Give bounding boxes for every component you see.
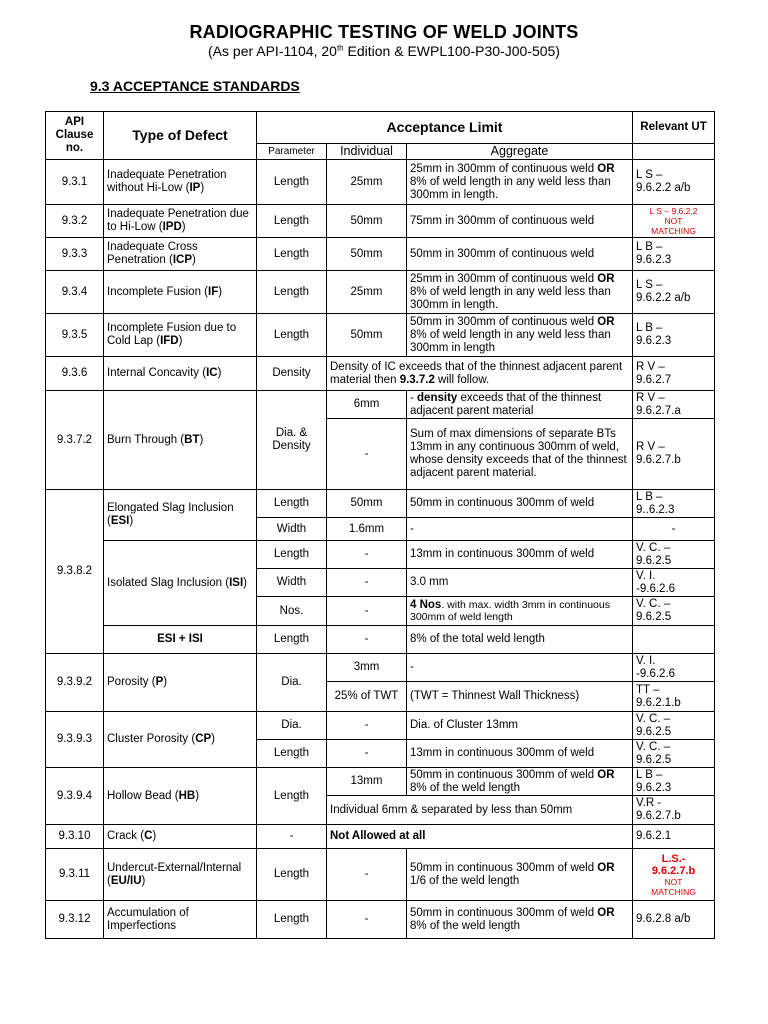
header-individual: Individual xyxy=(327,144,407,160)
parameter-cell: Length xyxy=(257,740,327,768)
aggregate-cell: 50mm in continuous 300mm of weld OR 8% of the weld length xyxy=(407,901,633,939)
parameter-cell: Length xyxy=(257,901,327,939)
ut-cell: L S – 9.6.2.2 a/b xyxy=(633,160,715,205)
ut-cell: L.S.- 9.6.2.7.b NOT MATCHING xyxy=(633,849,715,901)
aggregate-cell: - density exceeds that of the thinnest adjacent parent material xyxy=(407,391,633,419)
aggregate-cell: Sum of max dimensions of separate BTs 13mm in any continuous 300mm of weld, whose density exceeds that of the thinnest adjacent parent material. xyxy=(407,419,633,490)
ut-cell: V. C. – 9.6.2.5 xyxy=(633,541,715,569)
ut-cell: L S – 9.6.2.2 NOT MATCHING xyxy=(633,205,715,238)
ut-cell: TT – 9.6.2.1.b xyxy=(633,682,715,712)
individual-cell: - xyxy=(327,541,407,569)
defect-cell: Inadequate Penetration without Hi-Low (IP) xyxy=(104,160,257,205)
parameter-cell: Length xyxy=(257,238,327,271)
individual-cell: 50mm xyxy=(327,490,407,518)
individual-cell: - xyxy=(327,849,407,901)
parameter-cell: Dia. & Density xyxy=(257,391,327,490)
ut-cell: V. C. – 9.6.2.5 xyxy=(633,597,715,626)
table-row xyxy=(46,768,715,796)
aggregate-cell: - xyxy=(407,518,633,541)
clause-cell: 9.3.12 xyxy=(46,901,104,939)
ut-cell: 9.6.2.1 xyxy=(633,825,715,849)
defect-cell: Cluster Porosity (CP) xyxy=(104,712,257,768)
aggregate-cell: 50mm in 300mm of continuous weld OR 8% of weld length in any weld less than 300mm in length xyxy=(407,314,633,357)
individual-cell: - xyxy=(327,419,407,490)
clause-cell: 9.3.9.3 xyxy=(46,712,104,768)
aggregate-cell: (TWT = Thinnest Wall Thickness) xyxy=(407,682,633,712)
table-row xyxy=(46,238,715,271)
parameter-cell: Length xyxy=(257,849,327,901)
header-parameter: Parameter xyxy=(257,144,327,160)
ut-cell: 9.6.2.8 a/b xyxy=(633,901,715,939)
defect-cell: Inadequate Penetration due to Hi-Low (IPD) xyxy=(104,205,257,238)
parameter-cell: Length xyxy=(257,768,327,825)
table-row xyxy=(46,391,715,419)
acceptance-table xyxy=(45,111,715,939)
clause-cell: 9.3.2 xyxy=(46,205,104,238)
clause-cell: 9.3.11 xyxy=(46,849,104,901)
ut-cell: R V – 9.6.2.7.a xyxy=(633,391,715,419)
table-row xyxy=(46,901,715,939)
section-heading: 9.3 ACCEPTANCE STANDARDS xyxy=(90,78,300,94)
defect-cell: Hollow Bead (HB) xyxy=(104,768,257,825)
aggregate-cell: 13mm in continuous 300mm of weld xyxy=(407,541,633,569)
table-row xyxy=(46,490,715,518)
table-row xyxy=(46,160,715,205)
defect-cell: Internal Concavity (IC) xyxy=(104,357,257,391)
header-acceptance: Acceptance Limit xyxy=(257,112,633,144)
table-row xyxy=(46,712,715,740)
individual-cell: 50mm xyxy=(327,238,407,271)
clause-cell: 9.3.3 xyxy=(46,238,104,271)
parameter-cell: Length xyxy=(257,626,327,654)
defect-cell: Incomplete Fusion due to Cold Lap (IFD) xyxy=(104,314,257,357)
individual-cell: 6mm xyxy=(327,391,407,419)
ut-cell: L S – 9.6.2.2 a/b xyxy=(633,271,715,314)
ut-cell: V. I. -9.6.2.6 xyxy=(633,654,715,682)
table-row xyxy=(46,271,715,314)
clause-cell: 9.3.9.2 xyxy=(46,654,104,712)
ut-cell: V. C. – 9.6.2.5 xyxy=(633,740,715,768)
parameter-cell: Width xyxy=(257,569,327,597)
ut-cell: V.R - 9.6.2.7.b xyxy=(633,796,715,825)
aggregate-cell: Not Allowed at all xyxy=(327,825,633,849)
ut-cell: L B – 9.6.2.3 xyxy=(633,314,715,357)
ut-cell: V. C. – 9.6.2.5 xyxy=(633,712,715,740)
aggregate-cell: 50mm in continuous 300mm of weld xyxy=(407,490,633,518)
defect-cell: Burn Through (BT) xyxy=(104,391,257,490)
defect-cell: Incomplete Fusion (IF) xyxy=(104,271,257,314)
individual-cell: 50mm xyxy=(327,314,407,357)
table-row xyxy=(46,626,715,654)
ut-cell: - xyxy=(633,518,715,541)
table-row xyxy=(46,654,715,682)
ut-cell: L B – 9.6.2.3 xyxy=(633,768,715,796)
parameter-cell: - xyxy=(257,825,327,849)
individual-cell: 25% of TWT xyxy=(327,682,407,712)
parameter-cell: Dia. xyxy=(257,654,327,712)
aggregate-cell: 25mm in 300mm of continuous weld OR 8% of weld length in any weld less than 300mm in length. xyxy=(407,271,633,314)
ut-cell: L B – 9.6.2.3 xyxy=(633,238,715,271)
parameter-cell: Nos. xyxy=(257,597,327,626)
aggregate-cell: - xyxy=(407,654,633,682)
aggregate-cell: 25mm in 300mm of continuous weld OR 8% of weld length in any weld less than 300mm in length. xyxy=(407,160,633,205)
aggregate-cell: 13mm in continuous 300mm of weld xyxy=(407,740,633,768)
clause-cell: 9.3.6 xyxy=(46,357,104,391)
ut-cell: R V – 9.6.2.7 xyxy=(633,357,715,391)
clause-cell: 9.3.1 xyxy=(46,160,104,205)
clause-cell: 9.3.10 xyxy=(46,825,104,849)
defect-cell: ESI + ISI xyxy=(104,626,257,654)
page-title: RADIOGRAPHIC TESTING OF WELD JOINTS xyxy=(189,22,579,42)
parameter-cell: Width xyxy=(257,518,327,541)
clause-cell: 9.3.4 xyxy=(46,271,104,314)
aggregate-cell: 3.0 mm xyxy=(407,569,633,597)
individual-cell: - xyxy=(327,597,407,626)
individual-cell: - xyxy=(327,626,407,654)
ut-cell xyxy=(633,626,715,654)
defect-cell: Accumulation of Imperfections xyxy=(104,901,257,939)
ut-cell: V. I. -9.6.2.6 xyxy=(633,569,715,597)
ut-cell: L B – 9..6.2.3 xyxy=(633,490,715,518)
defect-cell: Undercut-External/Internal (EU/IU) xyxy=(104,849,257,901)
parameter-cell: Length xyxy=(257,314,327,357)
parameter-cell: Density xyxy=(257,357,327,391)
table-row xyxy=(46,849,715,901)
defect-cell: Crack (C) xyxy=(104,825,257,849)
individual-cell: - xyxy=(327,569,407,597)
aggregate-cell: 50mm in continuous 300mm of weld OR 1/6 of the weld length xyxy=(407,849,633,901)
clause-cell: 9.3.9.4 xyxy=(46,768,104,825)
table-row xyxy=(46,825,715,849)
header-ut-blank xyxy=(633,144,715,160)
aggregate-cell: 8% of the total weld length xyxy=(407,626,633,654)
aggregate-cell: 4 Nos. with max. width 3mm in continuous 300mm of weld length xyxy=(407,597,633,626)
individual-cell: 13mm xyxy=(327,768,407,796)
defect-cell: Isolated Slag Inclusion (ISI) xyxy=(104,541,257,626)
clause-cell: 9.3.5 xyxy=(46,314,104,357)
parameter-cell: Length xyxy=(257,205,327,238)
aggregate-cell: 75mm in 300mm of continuous weld xyxy=(407,205,633,238)
clause-cell: 9.3.7.2 xyxy=(46,391,104,490)
individual-cell: 1.6mm xyxy=(327,518,407,541)
defect-cell: Elongated Slag Inclusion (ESI) xyxy=(104,490,257,541)
aggregate-cell: Density of IC exceeds that of the thinnest adjacent parent material then 9.3.7.2 will follow. xyxy=(327,357,633,391)
individual-cell: 3mm xyxy=(327,654,407,682)
individual-cell: - xyxy=(327,901,407,939)
individual-cell: - xyxy=(327,740,407,768)
defect-cell: Porosity (P) xyxy=(104,654,257,712)
individual-cell: - xyxy=(327,712,407,740)
individual-cell: 50mm xyxy=(327,205,407,238)
clause-cell: 9.3.8.2 xyxy=(46,490,104,654)
aggregate-cell: 50mm in continuous 300mm of weld OR 8% of the weld length xyxy=(407,768,633,796)
header-ut: Relevant UT xyxy=(633,112,715,144)
parameter-cell: Length xyxy=(257,271,327,314)
header-aggregate: Aggregate xyxy=(407,144,633,160)
aggregate-cell: 50mm in 300mm of continuous weld xyxy=(407,238,633,271)
parameter-cell: Length xyxy=(257,541,327,569)
parameter-cell: Length xyxy=(257,490,327,518)
header-clause: API Clause no. xyxy=(46,112,104,160)
table-row xyxy=(46,205,715,238)
individual-cell: 25mm xyxy=(327,160,407,205)
individual-cell: 25mm xyxy=(327,271,407,314)
table-row xyxy=(46,541,715,569)
header-defect: Type of Defect xyxy=(104,112,257,160)
aggregate-cell: Dia. of Cluster 13mm xyxy=(407,712,633,740)
parameter-cell: Dia. xyxy=(257,712,327,740)
ut-cell: R V – 9.6.2.7.b xyxy=(633,419,715,490)
table-row xyxy=(46,314,715,357)
defect-cell: Inadequate Cross Penetration (ICP) xyxy=(104,238,257,271)
aggregate-cell: Individual 6mm & separated by less than 50mm xyxy=(327,796,633,825)
table-row xyxy=(46,357,715,391)
page-subtitle: (As per API-1104, 20th Edition & EWPL100-P30-J00-505) xyxy=(208,43,560,59)
parameter-cell: Length xyxy=(257,160,327,205)
